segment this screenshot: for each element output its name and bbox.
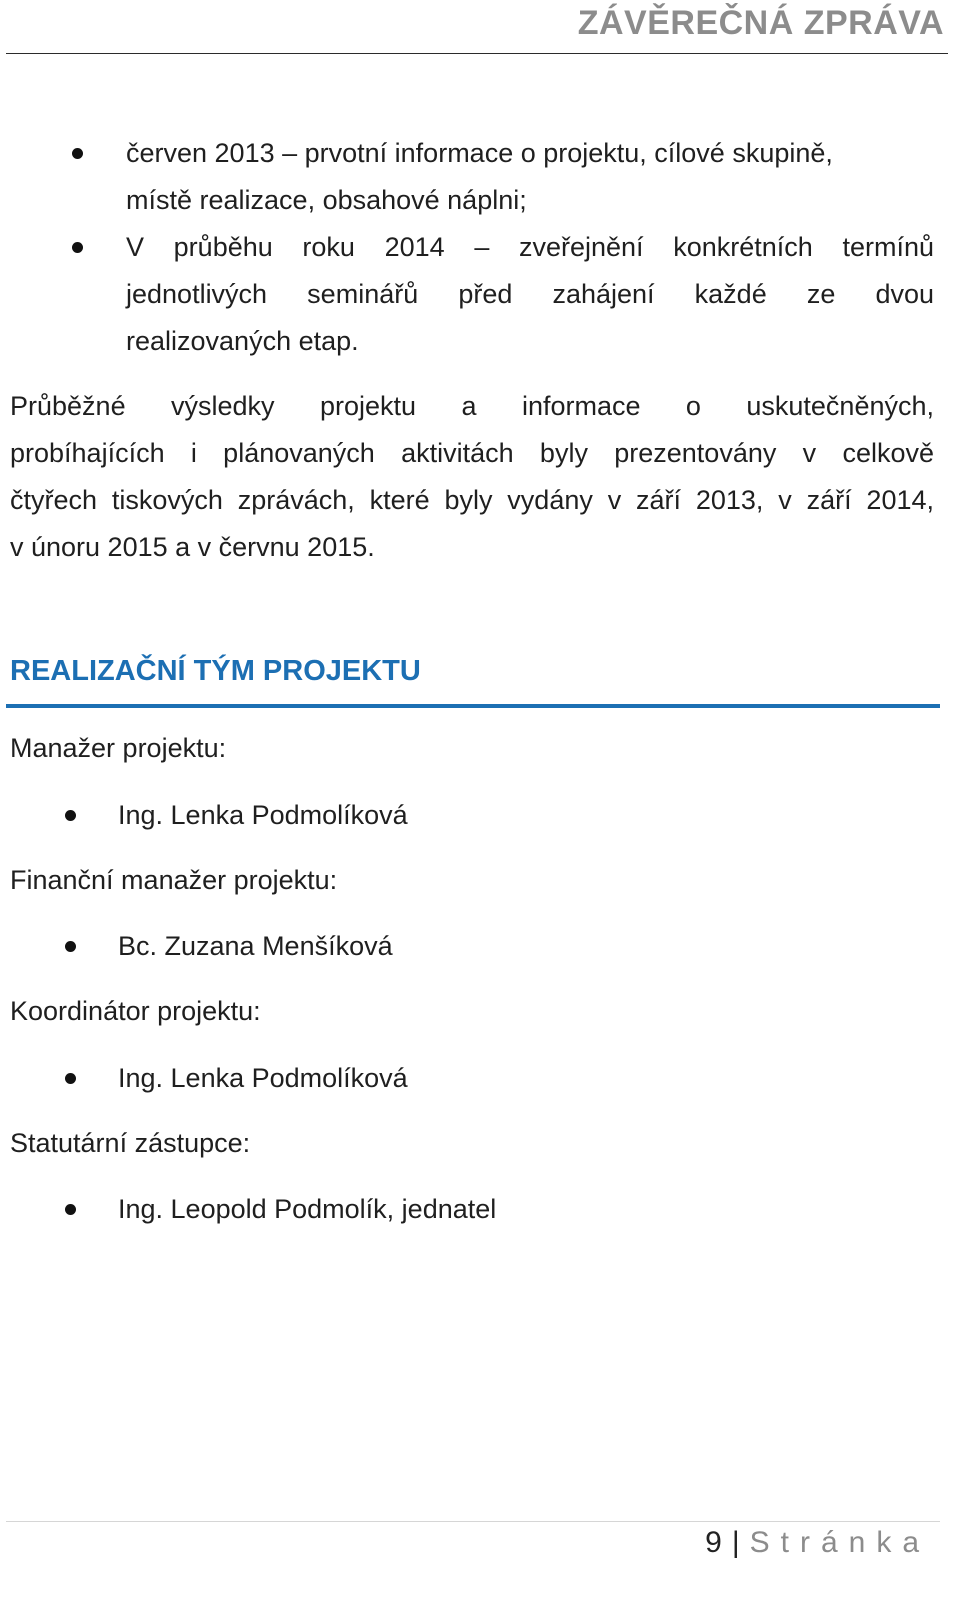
page-word: Stránka	[749, 1526, 930, 1559]
page-number: 9	[705, 1526, 722, 1559]
list-item-line: realizovaných etap.	[126, 326, 359, 356]
role-person: Ing. Lenka Podmolíková	[118, 1063, 408, 1093]
footer-separator: |	[731, 1526, 740, 1559]
role-label: Koordinátor projektu:	[10, 996, 261, 1026]
paragraph-line: čtyřech tiskových zprávách, které byly vydány v září 2013, v září 2014,	[10, 485, 934, 515]
role-label: Statutární zástupce:	[10, 1128, 251, 1158]
section-heading: REALIZAČNÍ TÝM PROJEKTU	[10, 655, 421, 687]
bullet-icon	[65, 1073, 76, 1084]
list-item-line: místě realizace, obsahové náplni;	[126, 185, 527, 215]
page-footer	[705, 1526, 930, 1560]
role-label: Finanční manažer projektu:	[10, 865, 338, 895]
role-person: Ing. Lenka Podmolíková	[118, 800, 408, 830]
bullet-icon	[65, 1204, 76, 1215]
bullet-icon	[72, 242, 83, 253]
role-label: Manažer projektu:	[10, 733, 227, 763]
page-header	[6, 0, 948, 54]
bullet-icon	[65, 810, 76, 821]
role-person: Ing. Leopold Podmolík, jednatel	[118, 1194, 497, 1224]
bullet-icon	[72, 148, 83, 159]
role-person: Bc. Zuzana Menšíková	[118, 931, 393, 961]
bullet-icon	[65, 941, 76, 952]
list-item-line: V průběhu roku 2014 – zveřejnění konkrétních termínů	[126, 232, 934, 262]
paragraph-line: v únoru 2015 a v červnu 2015.	[10, 532, 375, 562]
paragraph-line: probíhajících i plánovaných aktivitách byly prezentovány v celkově	[10, 438, 934, 468]
list-item-line: červen 2013 – prvotní informace o projektu, cílové skupině,	[126, 138, 833, 168]
section-divider	[6, 704, 940, 708]
paragraph-line: Průběžné výsledky projektu a informace o uskutečněných,	[10, 391, 934, 421]
footer-divider	[6, 1521, 940, 1522]
list-item-line: jednotlivých seminářů před zahájení každé ze dvou	[126, 279, 934, 309]
report-title: ZÁVĚREČNÁ ZPRÁVA	[577, 4, 944, 42]
